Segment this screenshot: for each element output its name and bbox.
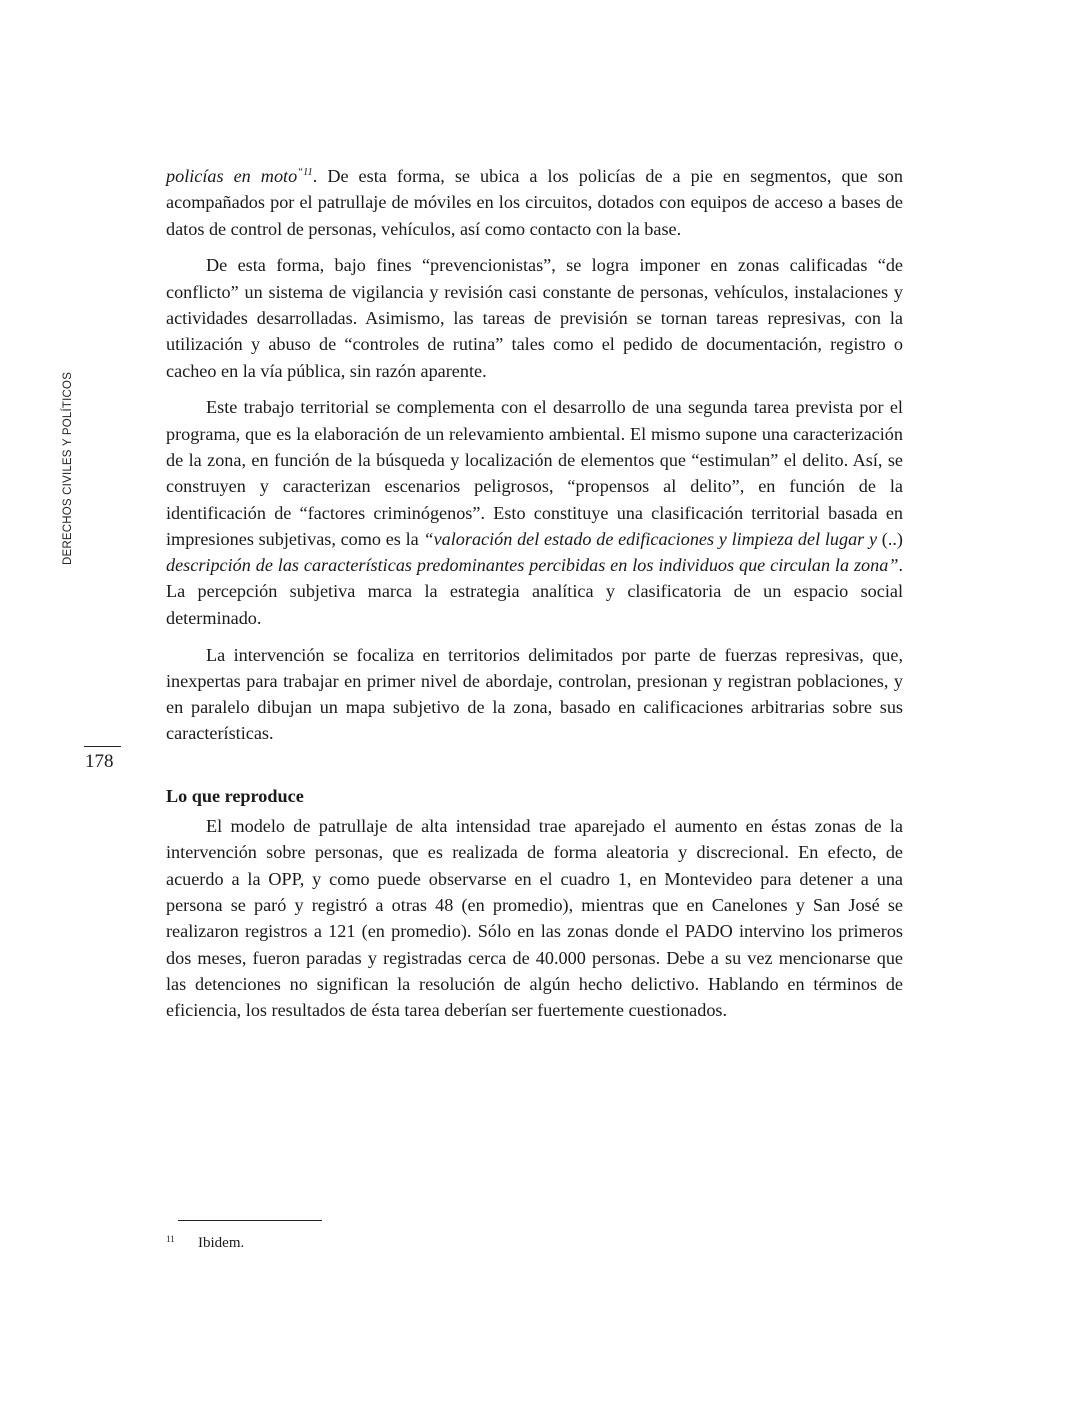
paragraph-3-text-a: Este trabajo territorial se complementa con el desarrollo de una segunda tarea prevista por el programa, que es la elaboración de un relevamiento ambiental. El mismo supone una caracterización de la zona, en función de la búsqueda y localización de elementos que “estimulan” el delito. Así, se construyen y caracterizan escenarios peligrosos, “propensos al delito”, en función de la identificación de “factores criminógenos”. Esto constituye una clasificación territorial basada en impresiones subjetivas, como es la	[166, 397, 903, 549]
footnote-reference: “11	[297, 167, 313, 178]
footnote-number: 11	[166, 1234, 175, 1244]
paragraph-3-quote-b: descripción de las características predominantes percibidas en los individuos que circulan la zona”	[166, 555, 899, 576]
running-section-label: DERECHOS CIVILES Y POLÍTICOS	[62, 371, 74, 565]
page-number-rule	[84, 746, 121, 747]
footnote-text: Ibidem.	[198, 1235, 245, 1251]
paragraph-2: De esta forma, bajo fines “prevencionistas”, se logra imponer en zonas calificadas “de conflicto” un sistema de vigilancia y revisión casi constante de personas, vehículos, instalaciones y actividades desarrolladas. Asimismo, las tareas de previsión se tornan tareas represivas, con la utilización y abuso de “controles de rutina” tales como el pedido de documentación, registro o cacheo en la vía pública, sin razón aparente.	[166, 255, 903, 381]
paragraph-1-text: . De esta forma, se ubica a los policías de a pie en segmentos, que son acompañados por el patrullaje de móviles en los circuitos, dotados con equipos de acceso a bases de datos de control de personas, vehículos, así como contacto con la base.	[166, 166, 903, 239]
paragraph-1	[166, 163, 903, 242]
paragraph-1-italic: policías en moto	[166, 166, 298, 186]
footnote-rule	[178, 1220, 322, 1221]
footnote	[166, 1229, 244, 1253]
body-text	[166, 163, 903, 1034]
paragraph-3-quote-a: “valoración del estado de edificaciones y limpieza del lugar y	[423, 528, 878, 549]
section-heading: Lo que reproduce	[166, 785, 304, 806]
paragraph-3	[166, 394, 903, 631]
paragraph-3-text-b: (..)	[877, 528, 903, 549]
paragraph-4: La intervención se focaliza en territorios delimitados por parte de fuerzas represivas, que, inexpertas para trabajar en primer nivel de abordaje, controlan, presionan y registran poblaciones, y en paralelo dibujan un mapa subjetivo de la zona, basado en calificaciones arbitrarias sobre sus características.	[166, 644, 903, 744]
page-number: 178	[85, 751, 114, 772]
paragraph-5: El modelo de patrullaje de alta intensidad trae aparejado el aumento en éstas zonas de la intervención sobre personas, que es realizada de forma aleatoria y discrecional. En efecto, de acuerdo a la OPP, y como puede observarse en el cuadro 1, en Montevideo para detener a una persona se paró y registró a otras 48 (en promedio), mientras que en Canelones y San José se realizaron registros a 121 (en promedio). Sólo en las zonas donde el PADO intervino los primeros dos meses, fueron paradas y registradas cerca de 40.000 personas. Debe a su vez mencionarse que las detenciones no significan la resolución de algún hecho delictivo. Hablando en términos de eficiencia, los resultados de ésta tarea deberían ser fuertemente cuestionados.	[166, 816, 903, 1021]
paragraph-3-text-c: . La percepción subjetiva marca la estrategia analítica y clasificatoria de un espacio social determinado.	[166, 555, 903, 628]
